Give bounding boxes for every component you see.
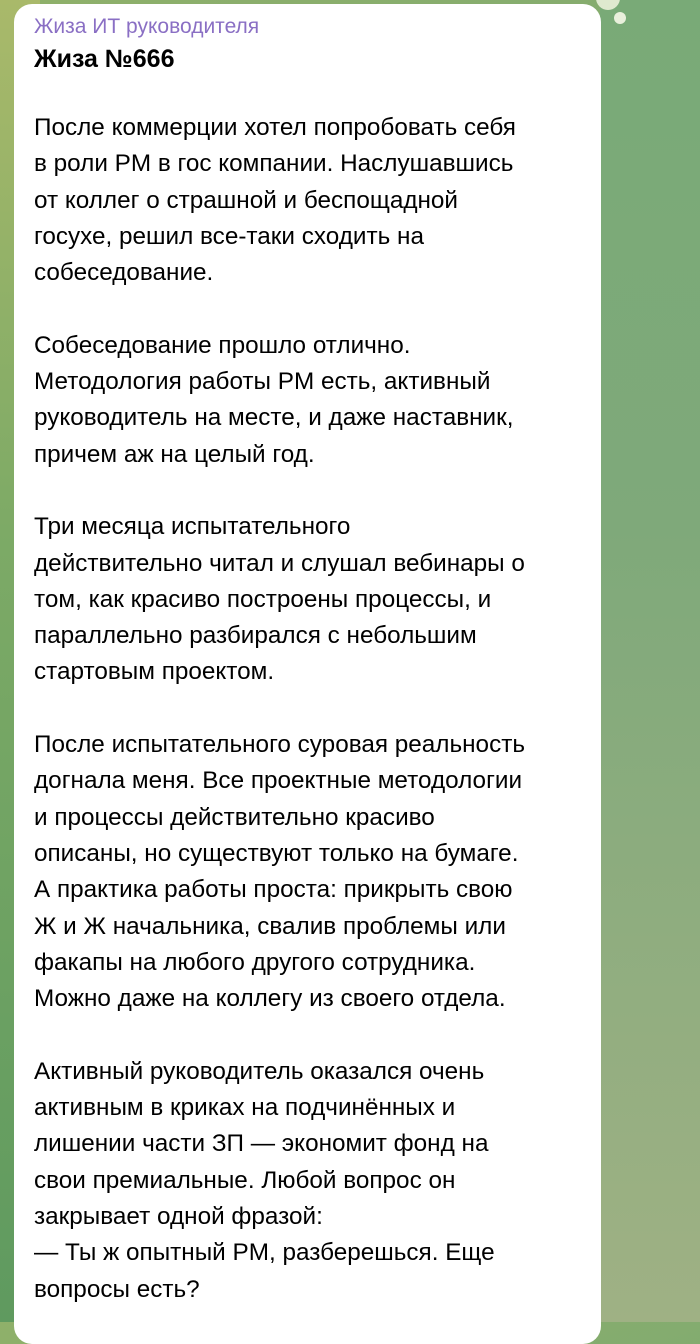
text-line: действительно читал и слушал вебинары о bbox=[34, 549, 525, 577]
text-line: После коммерции хотел попробовать себя bbox=[34, 114, 516, 141]
text-line: собеседование. bbox=[34, 259, 214, 287]
text-line: том, как красиво построены процессы, и bbox=[34, 585, 492, 613]
paragraph bbox=[34, 727, 581, 1017]
paragraph bbox=[34, 110, 581, 291]
text-line: закрывает одной фразой: bbox=[34, 1202, 323, 1230]
text-line: догнала меня. Все проектные методологии bbox=[34, 767, 523, 795]
text-line: госухе, решил все-таки сходить на bbox=[34, 222, 424, 250]
text-line: Три месяца испытательного bbox=[34, 513, 351, 541]
text-line: от коллег о страшной и беспощадной bbox=[34, 186, 459, 214]
paragraph bbox=[34, 1054, 581, 1308]
text-line: активным в криках на подчинённых и bbox=[34, 1094, 456, 1122]
text-line: факапы на любого другого сотрудника. bbox=[34, 948, 476, 976]
text-line: руководитель на месте, и даже наставник, bbox=[34, 404, 514, 432]
paragraph bbox=[34, 509, 581, 690]
text-line: — Ты ж опытный PM, разберешься. Еще bbox=[34, 1239, 495, 1267]
chat-wallpaper-right bbox=[600, 0, 700, 1322]
post-body bbox=[34, 110, 581, 1308]
text-line: вопросы есть? bbox=[34, 1275, 200, 1303]
text-line: После испытательного суровая реальность bbox=[34, 731, 526, 759]
paragraph bbox=[34, 328, 581, 473]
wallpaper-dot bbox=[614, 12, 626, 24]
text-line: Можно даже на коллегу из своего отдела. bbox=[34, 985, 506, 1013]
text-line: Собеседование прошло отлично. bbox=[34, 331, 411, 359]
text-line: и процессы действительно красиво bbox=[34, 803, 435, 831]
post-title: Жиза №666 bbox=[34, 45, 175, 73]
channel-name[interactable]: Жиза ИТ руководителя bbox=[34, 15, 260, 38]
message-bubble[interactable] bbox=[14, 4, 601, 1344]
text-line: Ж и Ж начальника, свалив проблемы или bbox=[34, 912, 506, 940]
text-line: стартовым проектом. bbox=[34, 658, 275, 686]
text-line: параллельно разбирался с небольшим bbox=[34, 622, 477, 650]
text-line: Методология работы PM есть, активный bbox=[34, 368, 491, 396]
text-line: Активный руководитель оказался очень bbox=[34, 1057, 485, 1085]
text-line: лишении части ЗП — экономит фонд на bbox=[34, 1130, 489, 1158]
text-line: описаны, но существуют только на бумаге. bbox=[34, 839, 519, 867]
text-line: в роли PM в гос компании. Наслушавшись bbox=[34, 150, 514, 178]
text-line: причем аж на целый год. bbox=[34, 440, 315, 468]
text-line: А практика работы проста: прикрыть свою bbox=[34, 876, 513, 904]
text-line: свои премиальные. Любой вопрос он bbox=[34, 1166, 456, 1194]
